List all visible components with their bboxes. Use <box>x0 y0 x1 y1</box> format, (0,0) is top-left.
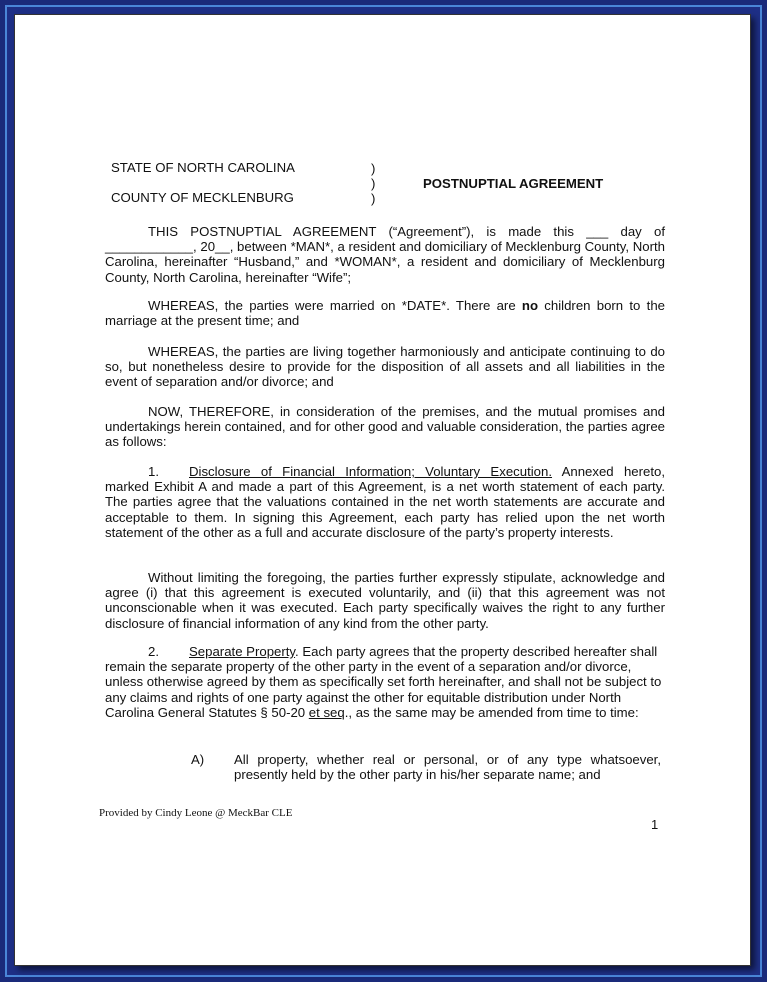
section-1-text: Annexed hereto, marked Exhibit A and made a part of this Agreement, is a net worth statement of each party. The parties agree that the valuations contained in the net worth statements are accurate and acceptable to them. In signing this Agreement, each party has relied upon the net worth statement of the other as a full and accurate disclosure of the party’s property interests. <box>105 464 665 540</box>
intro-text-rest: , 20__, between *MAN*, a resident and domiciliary of Mecklenburg County, North Carolina, hereinafter “Husband,” and *WOMAN*, a resident and domiciliary of Mecklenburg County, North Carolina, hereinafter “Wife”; <box>105 239 665 285</box>
blank-day: ___ <box>586 224 609 239</box>
caption-paren-3: ) <box>371 191 376 206</box>
section-1-paragraph <box>105 464 665 540</box>
caption-paren-2: ) <box>371 176 376 191</box>
whereas1-bold: no <box>521 298 539 313</box>
without-limiting-paragraph: Without limiting the foregoing, the parties further expressly stipulate, acknowledge and agree (i) that this agreement is executed voluntarily, and (ii) that this agreement was not unconscionable when it was executed. Each party specifically waives the right to any further disclosure of financial information of any kind from the other party. <box>105 570 665 631</box>
section-2-paragraph <box>105 644 665 720</box>
whereas-paragraph-2: WHEREAS, the parties are living together harmoniously and anticipate continuing to do so, but nonetheless desire to provide for the disposition of all assets and all liabilities in the event of separation and/or divorce; and <box>105 344 665 390</box>
caption-state: STATE OF NORTH CAROLINA <box>111 160 295 175</box>
now-therefore-paragraph: NOW, THEREFORE, in consideration of the premises, and the mutual promises and undertakings herein contained, and for other good and valuable consideration, the parties agree as follows: <box>105 404 665 450</box>
section-2-number: 2. <box>148 644 159 659</box>
intro-paragraph <box>105 224 665 285</box>
caption-paren-1: ) <box>371 161 376 176</box>
page-number: 1 <box>651 817 659 832</box>
whereas-paragraph-1 <box>105 298 665 328</box>
section-1-heading: Disclosure of Financial Information; Voluntary Execution. <box>189 464 553 479</box>
document-title: POSTNUPTIAL AGREEMENT <box>423 176 604 191</box>
item-a-label: A) <box>191 752 205 767</box>
intro-text-b: day of <box>620 224 665 239</box>
blank-month: ____________ <box>105 239 194 255</box>
section-1-number: 1. <box>148 464 159 479</box>
item-a-text: All property, whether real or personal, or of any type whatsoever, presently held by the other party in his/her separate name; and <box>234 752 661 783</box>
whereas1-text-a: WHEREAS, the parties were married on *DATE*. There are <box>148 298 522 313</box>
section-2-et-seq: et seq <box>308 704 345 720</box>
section-2-text-a: . Each party agrees that the property described hereafter shall remain the separate property of the other party in the event of a separation and/or divorce, unless otherwise agreed by them as specifically set forth hereinafter, and shall not be subject to any claims and rights of one party against the other for equitable distribution under North Carolina General Statutes § 50-20 <box>105 644 662 720</box>
whereas1-text-b: children born to the marriage at the present time; and <box>105 298 665 329</box>
footer-provided-by: Provided by Cindy Leone @ MeckBar CLE <box>99 807 293 819</box>
intro-text-a: THIS POSTNUPTIAL AGREEMENT (“Agreement”), is made this <box>148 224 574 239</box>
section-2-text-b: ., as the same may be amended from time to time: <box>344 704 639 720</box>
caption-county: COUNTY OF MECKLENBURG <box>111 190 294 205</box>
section-2-heading: Separate Property <box>189 644 296 659</box>
document-page <box>14 14 751 966</box>
